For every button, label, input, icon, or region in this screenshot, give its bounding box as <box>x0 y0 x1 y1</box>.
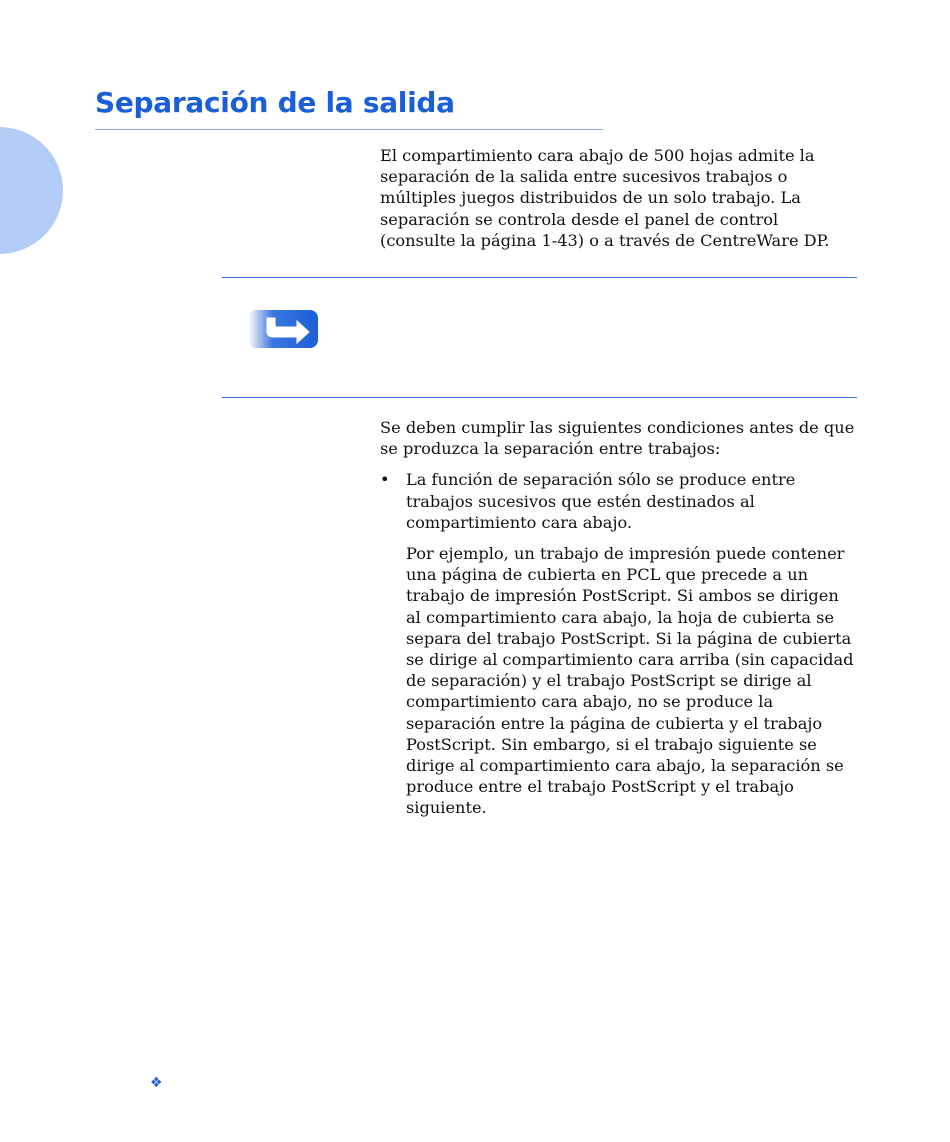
intro-paragraph: El compartimiento cara abajo de 500 hojas admite la separación de la salida entre sucesivos trabajos o múltiples juegos distribuidos de un solo trabajo. La separación se controla desde el panel de control (consulte la página 1-43) o a través de CentreWare DP. <box>380 146 830 250</box>
title-underline <box>95 129 603 130</box>
note-rule-bottom <box>222 397 857 398</box>
note-rule-top <box>222 277 857 278</box>
bullet-marker: • <box>380 470 390 490</box>
chapter-tab <box>0 127 63 254</box>
intro-section <box>380 145 856 251</box>
conditions-lead: Se deben cumplir las siguientes condiciones antes de que se produzca la separación entre trabajos: <box>380 418 855 459</box>
conditions-list <box>380 469 856 818</box>
list-item <box>380 469 856 818</box>
conditions-section <box>380 417 856 819</box>
bullet-example: Por ejemplo, un trabajo de impresión puede contener una página de cubierta en PCL que precede a un trabajo de impresión PostScript. Si ambos se dirigen al compartimiento cara abajo, la hoja de cubierta se separa del trabajo PostScript. Si la página de cubierta se dirige al compartimiento cara arriba (sin capacidad de separación) y el trabajo PostScript se dirige al compartimiento cara abajo, no se produce la separación entre la página de cubierta y el trabajo PostScript. Sin embargo, si el trabajo siguiente se dirige al compartimiento cara abajo, la separación se produce entre el trabajo PostScript y el trabajo siguiente. <box>406 544 854 818</box>
bullet-text: La función de separación sólo se produce entre trabajos sucesivos que estén destinados al compartimiento cara abajo. <box>406 470 796 532</box>
note-arrow-icon <box>247 309 319 349</box>
page-title: Separación de la salida <box>95 86 455 119</box>
footer-ornament-icon: ❖ <box>150 1075 163 1091</box>
